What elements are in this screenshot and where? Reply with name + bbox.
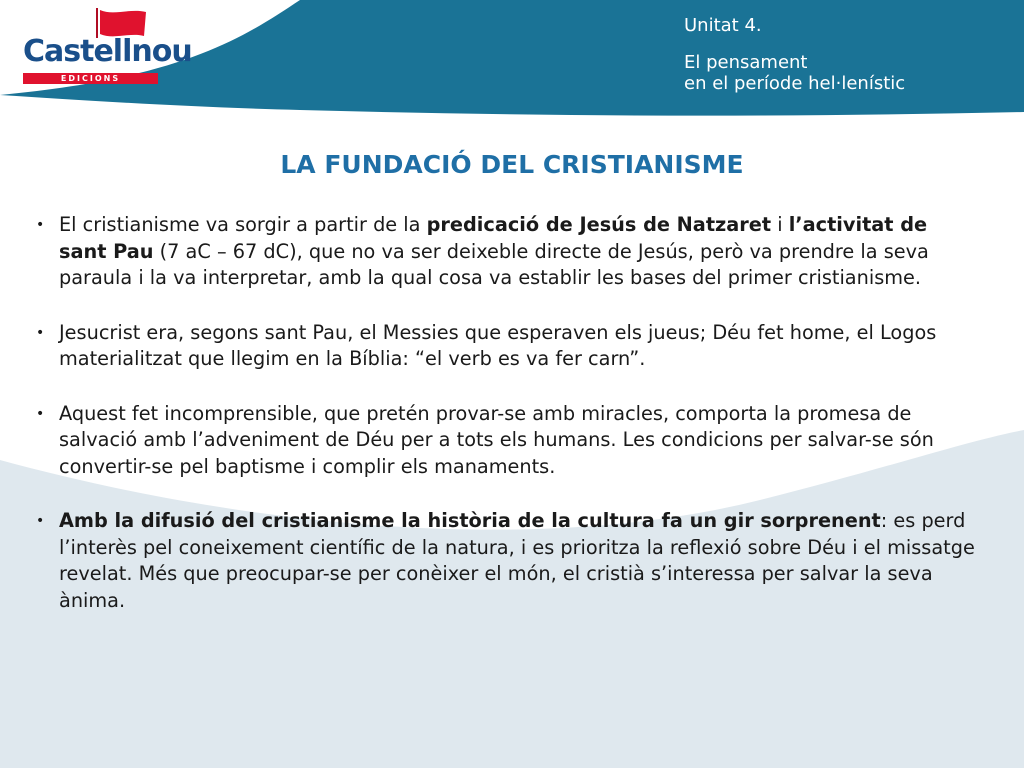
bullet-bold-text: Amb la difusió del cristianisme la història de la cultura fa un gir sorprenent (59, 509, 881, 532)
bullet-text: El cristianisme va sorgir a partir de la (59, 213, 427, 236)
bullet-item (36, 508, 976, 614)
bullet-bold-text: predicació de Jesús de Natzaret (426, 213, 772, 236)
unit-label: Unitat 4. (684, 15, 762, 36)
unit-subtitle (684, 52, 905, 94)
bullet-bold-text: l’activitat de sant Pau (59, 213, 928, 263)
bullet-text: i (771, 213, 789, 236)
bullet-item (36, 212, 976, 292)
bullet-dot-icon: • (36, 324, 45, 341)
bullet-dot-icon: • (36, 405, 45, 422)
bullet-text: Jesucrist era, segons sant Pau, el Messies que esperaven els jueus; Déu fet home, el Logos materialitzat que llegim en la Bíblia: “el verb es va fer carn”. (59, 320, 937, 370)
logo-name: Castellnou (23, 34, 192, 69)
bullet-text: Aquest fet incomprensible, que pretén provar-se amb miracles, comporta la promesa de salvació amb l’adveniment de Déu per a tots els humans. Les condicions per salvar-se són convertir-se pel baptisme i complir els manaments. (59, 401, 934, 478)
bullet-list (36, 212, 976, 642)
bullet-text: (7 aC – 67 dC), que no va ser deixeble directe de Jesús, però va prendre la seva paraula i la va interpretar, amb la qual cosa va establir les bases del primer cristianisme. (59, 239, 929, 289)
bullet-dot-icon: • (36, 217, 45, 233)
bullet-dot-icon: • (36, 513, 45, 529)
unit-subtitle-line2: en el període hel·lenístic (684, 73, 906, 94)
castellnou-logo (18, 8, 192, 83)
unit-subtitle-line1: El pensament (684, 52, 808, 73)
bullet-text: : es perd l’interès pel coneixement científic de la natura, i es prioritza la reflexió sobre Déu i el missatge revelat. Més que preocupar-se per conèixer el món, el cristià s’interessa per salvar la seva ànima. (59, 509, 975, 612)
logo-sub: EDICIONS (23, 73, 158, 84)
bullet-item (36, 320, 976, 373)
page-title: LA FUNDACIÓ DEL CRISTIANISME (280, 150, 744, 179)
bullet-item (36, 401, 976, 481)
